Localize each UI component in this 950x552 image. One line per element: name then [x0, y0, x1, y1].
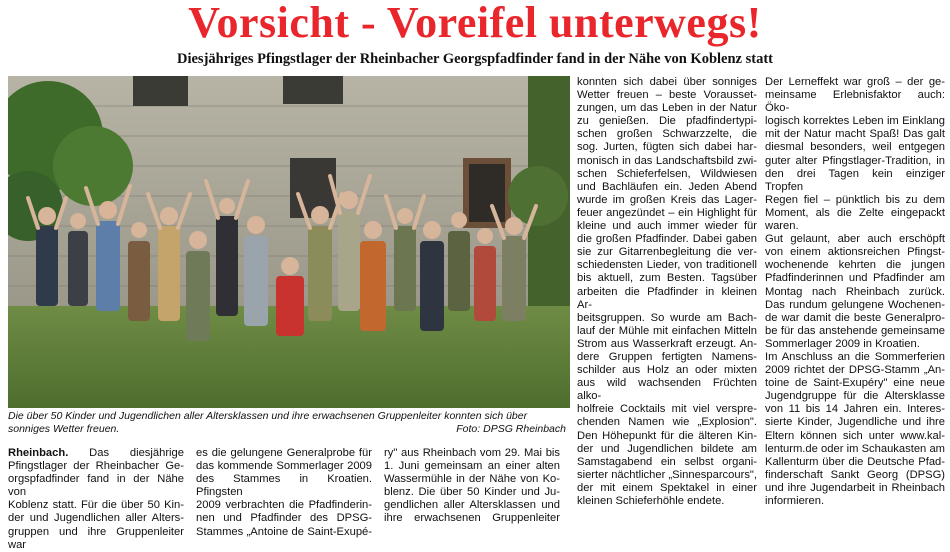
article-text-line: sie zur Gitarrenbegleitung die ver-: [577, 246, 757, 259]
article-text-line: Pfingstlager der Rheinbacher Ge-: [8, 460, 184, 473]
article-text-line: blenz. Die über 50 Kinder und Ju-: [384, 486, 560, 499]
article-text-line: Pfadfinderinnen und Pfadfinder am: [765, 272, 945, 285]
article-text-line: Der Lerneffekt war groß – der ge-: [765, 76, 945, 88]
article-text-line: sierter nächtlicher „Sinnesparcours",: [577, 468, 757, 481]
article-column-5: [765, 76, 945, 508]
article-text-line: des Stammes in Kroatien. Pfingsten: [196, 473, 372, 499]
article-text-line: es die gelungene Generalprobe für: [196, 447, 372, 459]
article-text-line: Wetter freuen – beste Vorausset-: [577, 89, 757, 102]
article-text-line: 2009 verbrachten die Pfadfinderin-: [196, 499, 372, 512]
photo-caption-text: Die über 50 Kinder und Jugendlichen aller Altersklassen und ihre erwachsenen Gruppenleiter konnten sich über sonniges Wetter freuen.: [8, 410, 528, 435]
article-text-line: diesmal besonders, weil entgegen: [765, 141, 945, 154]
article-text-line: Im Anschluss an die Sommerferien: [765, 350, 945, 363]
article-text-line: Stammes „Antoine de Saint-Exupé-: [196, 525, 372, 538]
article-text-line: wochenende kehrten die jungen: [765, 259, 945, 272]
article-text-line: den drei Tagen kein einziger Tropfen: [765, 167, 945, 193]
article-text-line: orgspfadfinder fand in der Nähe von: [8, 473, 184, 499]
article-text-line: gendlichen aller Altersklassen und: [384, 499, 560, 512]
article-text-line: toine de Saint-Exupéry" eine neue: [765, 377, 945, 390]
article-text-line: Sommerlager 2009 in Kroatien.: [765, 337, 920, 350]
article-text-line: zungen, um das Leben in der Natur: [577, 102, 757, 115]
photo-caption: [8, 410, 570, 436]
article-text-line: und Bachläufen ein. Jeden Abend: [577, 180, 757, 193]
article-text-line: lauf der Mühle mit einfachen Mitteln: [577, 324, 757, 337]
article-text-line: schilder aus Holz an oder mixten: [577, 364, 757, 377]
article-text-line: zu genießen. Die pfadfindertypi-: [577, 115, 757, 128]
article-text-line: sog. Jurten, fügten sich dabei har-: [577, 141, 757, 154]
article-text-line: waren.: [765, 220, 799, 233]
article-text-line: bis aktuell, zum Besten. Tagsüber: [577, 272, 757, 285]
article-text-line: chenden Namen wie „Explosion".: [577, 416, 757, 429]
article-text-line: Jugendgruppe für die Altersklasse: [765, 390, 945, 403]
article-text-line: logisch korrektes Leben im Einklang: [765, 115, 945, 128]
article-text-line: das kommende Sommerlager 2009: [196, 460, 372, 473]
article-headline: Vorsicht - Voreifel unterwegs!: [188, 0, 762, 47]
article-text-line: Montag nach Rheinbach zurück.: [765, 285, 945, 298]
article-text-line: konnten sich dabei über sonniges: [577, 76, 757, 88]
article-text-line: Eltern können sich unter www.kal-: [765, 429, 945, 442]
article-text-line: ry" aus Rheinbach vom 29. Mai bis: [384, 447, 560, 459]
article-text-line: meinsame Erlebnisfaktor auch: Öko-: [765, 89, 945, 115]
article-text-line: schen großen Schwarzzelte, die: [577, 128, 757, 141]
article-text-line: der mit einem Spektakel in einer: [577, 481, 757, 494]
article-text-line: feuer angezündet – ein Highlight für: [577, 206, 757, 219]
article-column-1: [8, 447, 184, 552]
article-text-line: sierte Kinder, Jugendliche und ihre: [765, 416, 945, 429]
article-text-line: informieren.: [765, 495, 825, 507]
article-text-line: finderschaft Sankt Georg (DPSG): [765, 468, 945, 481]
article-text-line: schiedensten Lieder, von traditionell: [577, 259, 757, 272]
article-text-fragment: Das diesjährige: [68, 447, 184, 459]
article-text-line: Gut gelaunt, aber auch erschöpft: [765, 233, 945, 246]
article-text-line: von 11 bis 14 Jahren ein. Interes-: [765, 403, 945, 416]
article-text-line: Strom aus Wasserkraft erzeugt. An-: [577, 337, 757, 350]
article-text-line: kleine und auch immer wieder für: [577, 220, 757, 233]
article-text-line: aus wild wachsenden Früchten alko-: [577, 377, 757, 403]
article-text-line: und ihre Jugendarbeit in Rheinbach: [765, 481, 945, 494]
article-text-line: Den Höhepunkt für die älteren Kin-: [577, 429, 757, 442]
article-text-line: von einem aktionsreichen Pfingst-: [765, 246, 945, 259]
article-text-line: schen Schieferfelsen, Wildwiesen: [577, 167, 757, 180]
article-text-line: arbeiten die Pfadfinder in kleinen Ar-: [577, 285, 757, 311]
article-text-line: guter alter Pfingstlager-Tradition, in: [765, 154, 945, 167]
article-dateline: Rheinbach.: [8, 447, 69, 459]
article-text-line: der und Jugendlichen aller Alters-: [8, 512, 184, 525]
article-text-line: 2009 richtet der DPSG-Stamm „An-: [765, 364, 945, 377]
article-text-line: lenturm.de oder im Schaukasten am: [765, 442, 945, 455]
article-text-line: kleinen Schieferhöhle endete.: [577, 495, 725, 507]
photo-credit: Foto: DPSG Rheinbach: [456, 423, 566, 435]
article-text-line: de war damit die beste Generalpro-: [765, 311, 945, 324]
article-text-line: wurde im großen Kreis das Lager-: [577, 193, 757, 206]
article-text-line: der und Jugendlichen bildete am: [577, 442, 757, 455]
article-text-line: nen und Pfadfinder des DPSG-: [196, 512, 372, 525]
article-text-line: Regen fiel – pünktlich bis zu dem: [765, 193, 945, 206]
article-text-line: [8, 447, 184, 460]
article-photo: [8, 76, 570, 408]
article-text-line: die großen Pfadfinder. Dabei gaben: [577, 233, 757, 246]
article-text-line: be für das anstehende gemeinsame: [765, 324, 945, 337]
article-text-line: monisch in das Landschaftsbild zwi-: [577, 154, 757, 167]
article-text-line: Moment, als die Zelte eingepackt: [765, 206, 945, 219]
article-text-line: ihre erwachsenen Gruppenleiter: [384, 512, 560, 525]
article-text-line: 1. Juni gemeinsam an einer alten: [384, 460, 560, 473]
article-text-line: mit der Natur macht Spaß! Das galt: [765, 128, 945, 141]
article-text-line: dere Gruppen fertigten Namens-: [577, 350, 757, 363]
article-text-line: holfreie Cocktails mit viel verspre-: [577, 403, 757, 416]
article-text-line: Koblenz statt. Für die über 50 Kin-: [8, 499, 184, 512]
article-column-3: [384, 447, 560, 526]
article-text-line: Samstagabend ein selbst organi-: [577, 455, 757, 468]
article-text-line: beitsgruppen. So wurde am Bach-: [577, 311, 757, 324]
group-photo-illustration: [8, 76, 570, 408]
article-column-4: [577, 76, 757, 508]
article-text-line: Das rundum gelungene Wochenen-: [765, 298, 945, 311]
article-text-line: gruppen und ihre Gruppenleiter war: [8, 525, 184, 551]
article-subheadline: Diesjähriges Pfingstlager der Rheinbacher Georgspfadfinder fand in der Nähe von Koblenz statt: [177, 51, 773, 67]
article-text-line: Wassermühle in der Nähe von Ko-: [384, 473, 560, 486]
article-column-2: [196, 447, 372, 539]
article-text-line: Kallenturm über die Deutsche Pfad-: [765, 455, 945, 468]
